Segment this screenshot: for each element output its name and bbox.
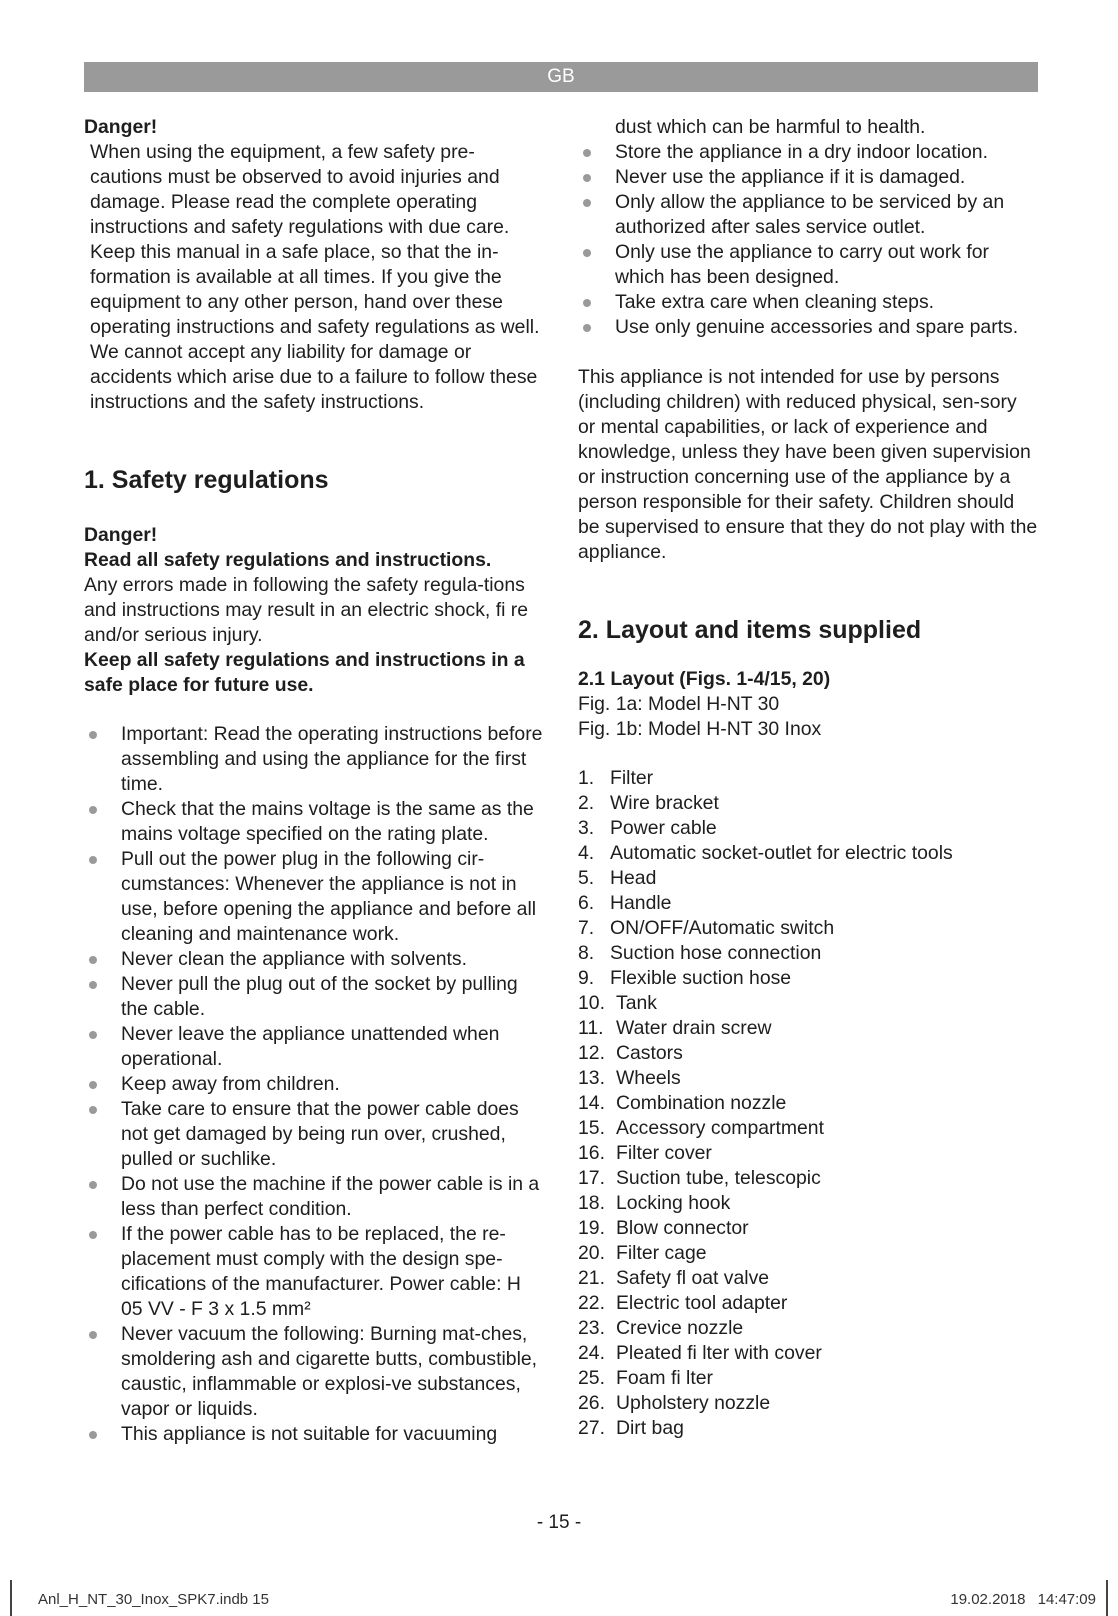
list-item: Check that the mains voltage is the same as the mains voltage specified on the rating plate. xyxy=(84,797,544,847)
part-number: 7. xyxy=(578,917,595,939)
parts-list-item xyxy=(578,1291,1038,1316)
part-label: Suction tube, telescopic xyxy=(616,1167,821,1189)
part-number: 17. xyxy=(578,1167,605,1189)
part-number: 11. xyxy=(578,1017,604,1039)
footer-crop-mark-right xyxy=(1106,1580,1108,1616)
list-item: Use only genuine accessories and spare parts. xyxy=(578,315,1038,340)
part-label: Suction hose connection xyxy=(610,942,822,964)
page-number: - 15 - xyxy=(536,1512,582,1533)
list-item: Important: Read the operating instructions before assembling and using the appliance for the first time. xyxy=(84,722,544,797)
parts-list-item xyxy=(578,1091,1038,1116)
parts-list xyxy=(578,766,1038,1441)
part-number: 12. xyxy=(578,1042,605,1064)
left-column xyxy=(84,115,544,1447)
part-label: ON/OFF/Automatic switch xyxy=(610,917,835,939)
danger-heading: Danger! xyxy=(84,116,158,138)
part-number: 1. xyxy=(578,767,595,789)
list-item: Never use the appliance if it is damaged. xyxy=(578,165,1038,190)
part-label: Dirt bag xyxy=(616,1417,684,1439)
parts-list-item xyxy=(578,1241,1038,1266)
part-label: Crevice nozzle xyxy=(616,1317,744,1339)
part-label: Tank xyxy=(616,992,657,1014)
part-number: 26. xyxy=(578,1392,605,1414)
part-label: Power cable xyxy=(610,817,717,839)
part-label: Upholstery nozzle xyxy=(616,1392,771,1414)
part-label: Foam fi lter xyxy=(616,1367,713,1389)
part-number: 9. xyxy=(578,967,595,989)
part-number: 3. xyxy=(578,817,595,839)
danger-heading-2: Danger! xyxy=(84,524,158,546)
part-label: Electric tool adapter xyxy=(616,1292,788,1314)
parts-list-item xyxy=(578,1041,1038,1066)
bullet-continuation: dust which can be harmful to health. xyxy=(615,116,926,138)
parts-list-item xyxy=(578,1216,1038,1241)
part-number: 25. xyxy=(578,1367,605,1389)
part-label: Wheels xyxy=(616,1067,681,1089)
list-item: Never clean the appliance with solvents. xyxy=(84,947,544,972)
part-label: Filter cage xyxy=(616,1242,707,1264)
parts-list-item xyxy=(578,766,1038,791)
parts-list-item xyxy=(578,866,1038,891)
safety-bullet-list-2 xyxy=(578,140,1038,340)
part-number: 22. xyxy=(578,1292,605,1314)
language-header-bar xyxy=(84,62,1038,92)
parts-list-item xyxy=(578,1066,1038,1091)
safety-bullet-list xyxy=(84,722,544,1447)
list-item: Only allow the appliance to be serviced by an authorized after sales service outlet. xyxy=(578,190,1038,240)
list-item: Never vacuum the following: Burning mat-ches, smoldering ash and cigarette butts, combustible, caustic, inflammable or explosi-ve substances, vapor or liquids. xyxy=(84,1322,544,1422)
part-label: Accessory compartment xyxy=(616,1117,824,1139)
part-label: Castors xyxy=(616,1042,683,1064)
part-number: 13. xyxy=(578,1067,605,1089)
parts-list-item xyxy=(578,1316,1038,1341)
parts-list-item xyxy=(578,1366,1038,1391)
part-label: Head xyxy=(610,867,657,889)
right-column xyxy=(578,115,1038,1441)
parts-list-item xyxy=(578,1141,1038,1166)
part-number: 23. xyxy=(578,1317,605,1339)
part-label: Flexible suction hose xyxy=(610,967,792,989)
parts-list-item xyxy=(578,1341,1038,1366)
part-number: 6. xyxy=(578,892,595,914)
parts-list-item xyxy=(578,891,1038,916)
list-item: Take extra care when cleaning steps. xyxy=(578,290,1038,315)
list-item: Never pull the plug out of the socket by pulling the cable. xyxy=(84,972,544,1022)
part-label: Pleated fi lter with cover xyxy=(616,1342,822,1364)
part-number: 4. xyxy=(578,842,595,864)
parts-list-item xyxy=(578,1416,1038,1441)
parts-list-item xyxy=(578,941,1038,966)
parts-list-item xyxy=(578,1166,1038,1191)
persons-paragraph: This appliance is not intended for use by persons (including children) with reduced physical, sen-sory or mental capabilities, or lack of experience and knowledge, unless they have been given supervision or instruction concerning use of the appliance by a person responsible for their safety. Children should be supervised to ensure that they do not play with the appliance. xyxy=(578,366,1038,563)
parts-list-item xyxy=(578,841,1038,866)
part-number: 2. xyxy=(578,792,595,814)
part-label: Automatic socket-outlet for electric tools xyxy=(610,842,953,864)
section-title-layout: 2. Layout and items supplied xyxy=(578,616,922,644)
part-label: Locking hook xyxy=(616,1192,731,1214)
list-item: Never leave the appliance unattended when operational. xyxy=(84,1022,544,1072)
list-item: This appliance is not suitable for vacuuming xyxy=(84,1422,544,1447)
danger-subtitle: Read all safety regulations and instructions. xyxy=(84,549,492,571)
part-label: Blow connector xyxy=(616,1217,749,1239)
part-number: 18. xyxy=(578,1192,605,1214)
part-label: Filter xyxy=(610,767,654,789)
part-label: Combination nozzle xyxy=(616,1092,787,1114)
part-label: Safety fl oat valve xyxy=(616,1267,770,1289)
part-number: 19. xyxy=(578,1217,605,1239)
figure-caption-1a: Fig. 1a: Model H-NT 30 xyxy=(578,693,780,715)
list-item: Take care to ensure that the power cable does not get damaged by being run over, crushed, pulled or suchlike. xyxy=(84,1097,544,1172)
section-title-safety: 1. Safety regulations xyxy=(84,466,329,494)
list-item: Do not use the machine if the power cable is in a less than perfect condition. xyxy=(84,1172,544,1222)
part-number: 21. xyxy=(578,1267,605,1289)
language-label: GB xyxy=(547,66,575,87)
parts-list-item xyxy=(578,991,1038,1016)
footer-datetime: 19.02.2018 14:47:09 xyxy=(950,1591,1096,1608)
danger-paragraph: When using the equipment, a few safety pre-cautions must be observed to avoid injuries and damage. Please read the complete operating instructions and safety regulations with due care. Keep this manual in a safe place, so that the in-formation is available at all times. If you give the equipment to any other person, hand over these operating instructions and safety regulations as well. We cannot accept any liability for damage or accidents which arise due to a failure to follow these instructions and the safety instructions. xyxy=(90,141,540,413)
parts-list-item xyxy=(578,966,1038,991)
list-item: If the power cable has to be replaced, the re-placement must comply with the design spe-cifications of the manufacturer. Power cable: H 05 VV - F 3 x 1.5 mm² xyxy=(84,1222,544,1322)
footer-file-name: Anl_H_NT_30_Inox_SPK7.indb 15 xyxy=(38,1591,269,1608)
list-item: Keep away from children. xyxy=(84,1072,544,1097)
part-number: 5. xyxy=(578,867,595,889)
footer-crop-mark-left xyxy=(10,1580,12,1616)
parts-list-item xyxy=(578,1391,1038,1416)
parts-list-item xyxy=(578,791,1038,816)
danger-warning-text: Any errors made in following the safety regula-tions and instructions may result in an electric shock, fi re and/or serious injury. xyxy=(84,574,529,646)
part-number: 27. xyxy=(578,1417,605,1439)
part-number: 10. xyxy=(578,992,605,1014)
parts-list-item xyxy=(578,1016,1038,1041)
part-number: 14. xyxy=(578,1092,605,1114)
parts-list-item xyxy=(578,1266,1038,1291)
part-number: 20. xyxy=(578,1242,605,1264)
part-label: Handle xyxy=(610,892,672,914)
parts-list-item xyxy=(578,1116,1038,1141)
list-item: Pull out the power plug in the following cir-cumstances: Whenever the appliance is not in use, before opening the appliance and before all cleaning and maintenance work. xyxy=(84,847,544,947)
part-label: Water drain screw xyxy=(616,1017,772,1039)
parts-list-item xyxy=(578,1191,1038,1216)
part-number: 8. xyxy=(578,942,595,964)
list-item: Store the appliance in a dry indoor location. xyxy=(578,140,1038,165)
layout-subheading: 2.1 Layout (Figs. 1-4/15, 20) xyxy=(578,668,831,690)
list-item: Only use the appliance to carry out work for which has been designed. xyxy=(578,240,1038,290)
part-label: Filter cover xyxy=(616,1142,712,1164)
parts-list-item xyxy=(578,816,1038,841)
parts-list-item xyxy=(578,916,1038,941)
part-number: 15. xyxy=(578,1117,605,1139)
part-label: Wire bracket xyxy=(610,792,719,814)
danger-keep-text: Keep all safety regulations and instructions in a safe place for future use. xyxy=(84,649,525,696)
part-number: 16. xyxy=(578,1142,605,1164)
figure-caption-1b: Fig. 1b: Model H-NT 30 Inox xyxy=(578,718,822,740)
part-number: 24. xyxy=(578,1342,605,1364)
